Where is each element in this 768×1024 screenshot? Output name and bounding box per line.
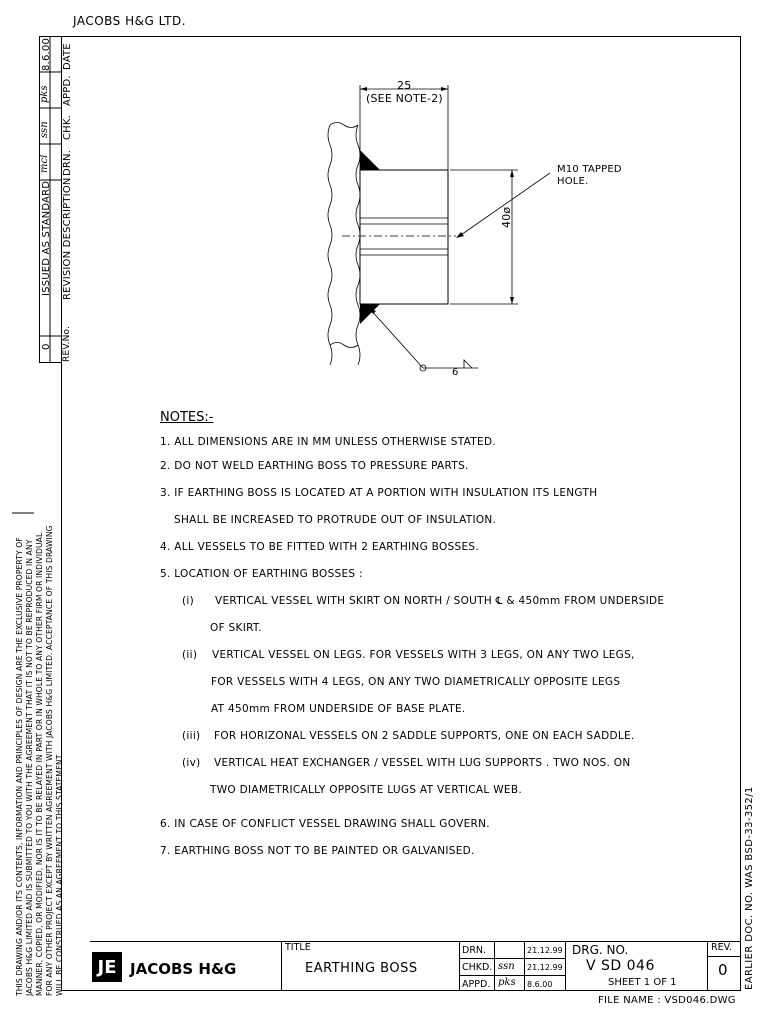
note-7: 7. EARTHING BOSS NOT TO BE PAINTED OR GALVANISED. [160, 845, 475, 857]
dim-width: 25 [397, 79, 412, 92]
note-5-i: VERTICAL VESSEL WITH SKIRT ON NORTH / SOUTH ℄ & 450mm FROM UNDERSIDE [215, 595, 665, 607]
tb-row-line-2 [459, 975, 565, 976]
note-5-i-marker: (i) [182, 595, 195, 607]
note-5: 5. LOCATION OF EARTHING BOSSES : [160, 568, 363, 580]
rev-row-chk: ssn [39, 121, 50, 138]
drg-no-label: DRG. NO. [572, 943, 629, 957]
sheet-number: SHEET 1 OF 1 [608, 977, 677, 988]
rev-header-description: REVISION DESCRIPTION [62, 177, 73, 300]
dim-note: (SEE NOTE-2) [366, 92, 443, 105]
note-5-iv: VERTICAL HEAT EXCHANGER / VESSEL WITH LUG SUPPORTS . TWO NOS. ON [214, 757, 631, 769]
tb-divider-5 [565, 941, 566, 991]
note-5-ii: VERTICAL VESSEL ON LEGS. FOR VESSELS WITH 3 LEGS, ON ANY TWO LEGS, [212, 649, 635, 661]
note-1: 1. ALL DIMENSIONS ARE IN MM UNLESS OTHERWISE STATED. [160, 436, 496, 448]
rev-value: 0 [718, 961, 728, 979]
weld-size: 6 [452, 367, 459, 378]
dim-diameter: 40ø [500, 206, 513, 228]
rev-header-chk: CHK. [62, 114, 73, 140]
tb-row-line-1 [459, 958, 565, 959]
rev-header-drn: DRN. [62, 149, 73, 176]
earthing-boss-drawing [320, 75, 550, 385]
jacobs-logo-icon: JE [92, 952, 122, 982]
drn-date: 21.12.99 [527, 946, 563, 955]
tapped-hole-line1: M10 TAPPED [557, 164, 622, 175]
logo-text: JACOBS H&G [130, 960, 237, 978]
note-5-iv-marker: (iv) [182, 757, 201, 769]
drawing-title: EARTHING BOSS [305, 961, 418, 976]
rev-row-appd: pks [39, 85, 50, 103]
tapped-hole-line2: HOLE. [557, 176, 589, 187]
note-5-ii-marker: (ii) [182, 649, 198, 661]
note-3-cont: SHALL BE INCREASED TO PROTRUDE OUT OF INSULATION. [174, 514, 497, 526]
rev-header-appd: APPD. [62, 75, 73, 106]
note-6: 6. IN CASE OF CONFLICT VESSEL DRAWING SHALL GOVERN. [160, 818, 490, 830]
rev-header-rev-no: REV.No. [62, 325, 72, 362]
file-name: FILE NAME : VSD046.DWG [598, 995, 736, 1006]
company-name: JACOBS H&G LTD. [73, 14, 187, 28]
appd-date: 8.6.00 [527, 980, 553, 989]
rev-row-drn: mcl [39, 154, 50, 173]
note-5-iv-cont: TWO DIAMETRICALLY OPPOSITE LUGS AT VERTICAL WEB. [210, 784, 522, 796]
note-5-ii-cont1: FOR VESSELS WITH 4 LEGS, ON ANY TWO DIAMETRICALLY OPPOSITE LEGS [211, 676, 621, 688]
tb-divider-2 [459, 941, 460, 991]
note-3: 3. IF EARTHING BOSS IS LOCATED AT A PORTION WITH INSULATION ITS LENGTH [160, 487, 598, 499]
rev-row-no: 0 [41, 343, 52, 350]
notes-title: NOTES:- [160, 410, 214, 425]
chkd-date: 21.12.99 [527, 963, 563, 972]
earlier-doc-note: EARLIER DOC. NO. WAS BSD-33-352/1 [744, 786, 755, 990]
note-2: 2. DO NOT WELD EARTHING BOSS TO PRESSURE PARTS. [160, 460, 469, 472]
disclaimer-line-4: FOR ANY OTHER PROJECT EXCEPT BY WRITTEN AGREEMENT WITH JACOBS H&G LIMITED. ACCEPTANCE OF THIS DRAWING [45, 525, 54, 996]
rev-label: REV. [711, 942, 732, 953]
rev-header-date: DATE [62, 43, 73, 70]
tb-divider-4 [524, 941, 525, 991]
appd-label: APPD. [462, 979, 491, 990]
disclaimer-line-1: THIS DRAWING AND/OR ITS CONTENTS, INFORMATION AND PRINCIPLES OF DESIGN ARE THE EXCLUSIVE PROPERTY OF [15, 537, 24, 996]
tb-rev-line [707, 956, 741, 957]
note-5-iii-marker: (iii) [182, 730, 201, 742]
rev-row-date: 8.6.00 [41, 37, 52, 71]
disclaimer-line-2: JACOBS H&G LIMITED AND IS SUBMITTED TO YOU WITH THE AGREEMENT THAT IT IS NOT TO BE REPRODUCED IN ANY [25, 539, 34, 996]
rev-row-description: ISSUED AS STANDARD [41, 180, 52, 296]
drg-no: V SD 046 [586, 958, 655, 974]
note-5-ii-cont2: AT 450mm FROM UNDERSIDE OF BASE PLATE. [211, 703, 466, 715]
disclaimer-line-3: MANNER, COPIED, OR MODIFIED, NOR IS IT TO BE RELAYED IN PART OR IN WHOLE TO ANY OTHER FIRM OR INDIVIDUAL [35, 532, 44, 996]
title-label: TITLE [285, 942, 311, 953]
disclaimer-rule [12, 512, 34, 514]
chkd-label: CHKD. [462, 962, 493, 973]
chkd-sig: ssn [498, 961, 515, 972]
tb-divider-3 [494, 941, 495, 991]
note-4: 4. ALL VESSELS TO BE FITTED WITH 2 EARTHING BOSSES. [160, 541, 480, 553]
note-5-iii: FOR HORIZONAL VESSELS ON 2 SADDLE SUPPORTS, ONE ON EACH SADDLE. [214, 730, 635, 742]
appd-sig: pks [498, 977, 516, 988]
note-5-i-cont: OF SKIRT. [210, 622, 263, 634]
drn-label: DRN. [462, 945, 487, 956]
tb-divider-6 [707, 941, 708, 991]
tb-divider-1 [281, 941, 282, 991]
disclaimer-line-5: WILL BE CONSTRUED AS AN AGREEMENT TO THIS STATEMENT. [55, 752, 64, 996]
